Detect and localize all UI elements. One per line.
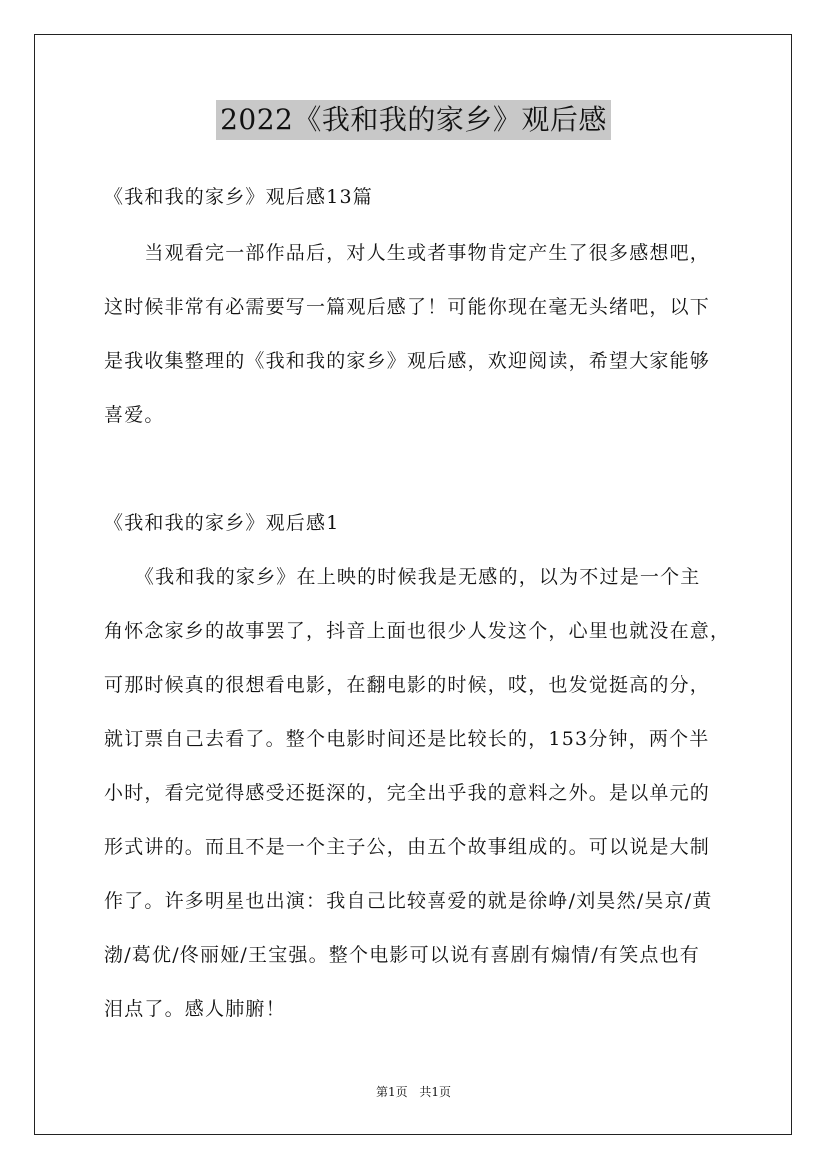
- body-line: 渤/葛优/佟丽娅/王宝强。整个电影可以说有喜剧有煽情/有笑点也有: [104, 944, 701, 966]
- intro-line: 喜爱。: [104, 404, 165, 426]
- section-heading: 《我和我的家乡》观后感1: [104, 512, 340, 534]
- body-line: 可那时候真的很想看电影，在翻电影的时候，哎，也发觉挺高的分，: [104, 674, 711, 696]
- document-title: 2022《我和我的家乡》观后感: [216, 100, 611, 140]
- intro-line: 当观看完一部作品后，对人生或者事物肯定产生了很多感想吧，: [104, 242, 711, 264]
- subtitle: 《我和我的家乡》观后感13篇: [104, 186, 373, 208]
- page-total: 共1页: [419, 1085, 452, 1099]
- body-line: 作了。许多明星也出演：我自己比较喜爱的就是徐峥/刘昊然/吴京/黄: [104, 890, 713, 912]
- body-line: 小时，看完觉得感受还挺深的，完全出乎我的意料之外。是以单元的: [104, 782, 711, 804]
- page-footer: [0, 1083, 827, 1100]
- page-number: 第1页: [375, 1085, 408, 1099]
- intro-line: 这时候非常有必需要写一篇观后感了！可能你现在毫无头绪吧，以下: [104, 296, 711, 318]
- body-line: 就订票自己去看了。整个电影时间还是比较长的，153分钟，两个半: [104, 728, 710, 750]
- body-line: 角怀念家乡的故事罢了，抖音上面也很少人发这个，心里也就没在意，: [104, 620, 731, 642]
- body-line: 泪点了。感人肺腑！: [104, 998, 286, 1020]
- body-line: 形式讲的。而且不是一个主子公，由五个故事组成的。可以说是大制: [104, 836, 711, 858]
- body-line: 《我和我的家乡》在上映的时候我是无感的，以为不过是一个主: [104, 566, 701, 588]
- title-container: [0, 100, 827, 140]
- intro-line: 是我收集整理的《我和我的家乡》观后感，欢迎阅读，希望大家能够: [104, 350, 711, 372]
